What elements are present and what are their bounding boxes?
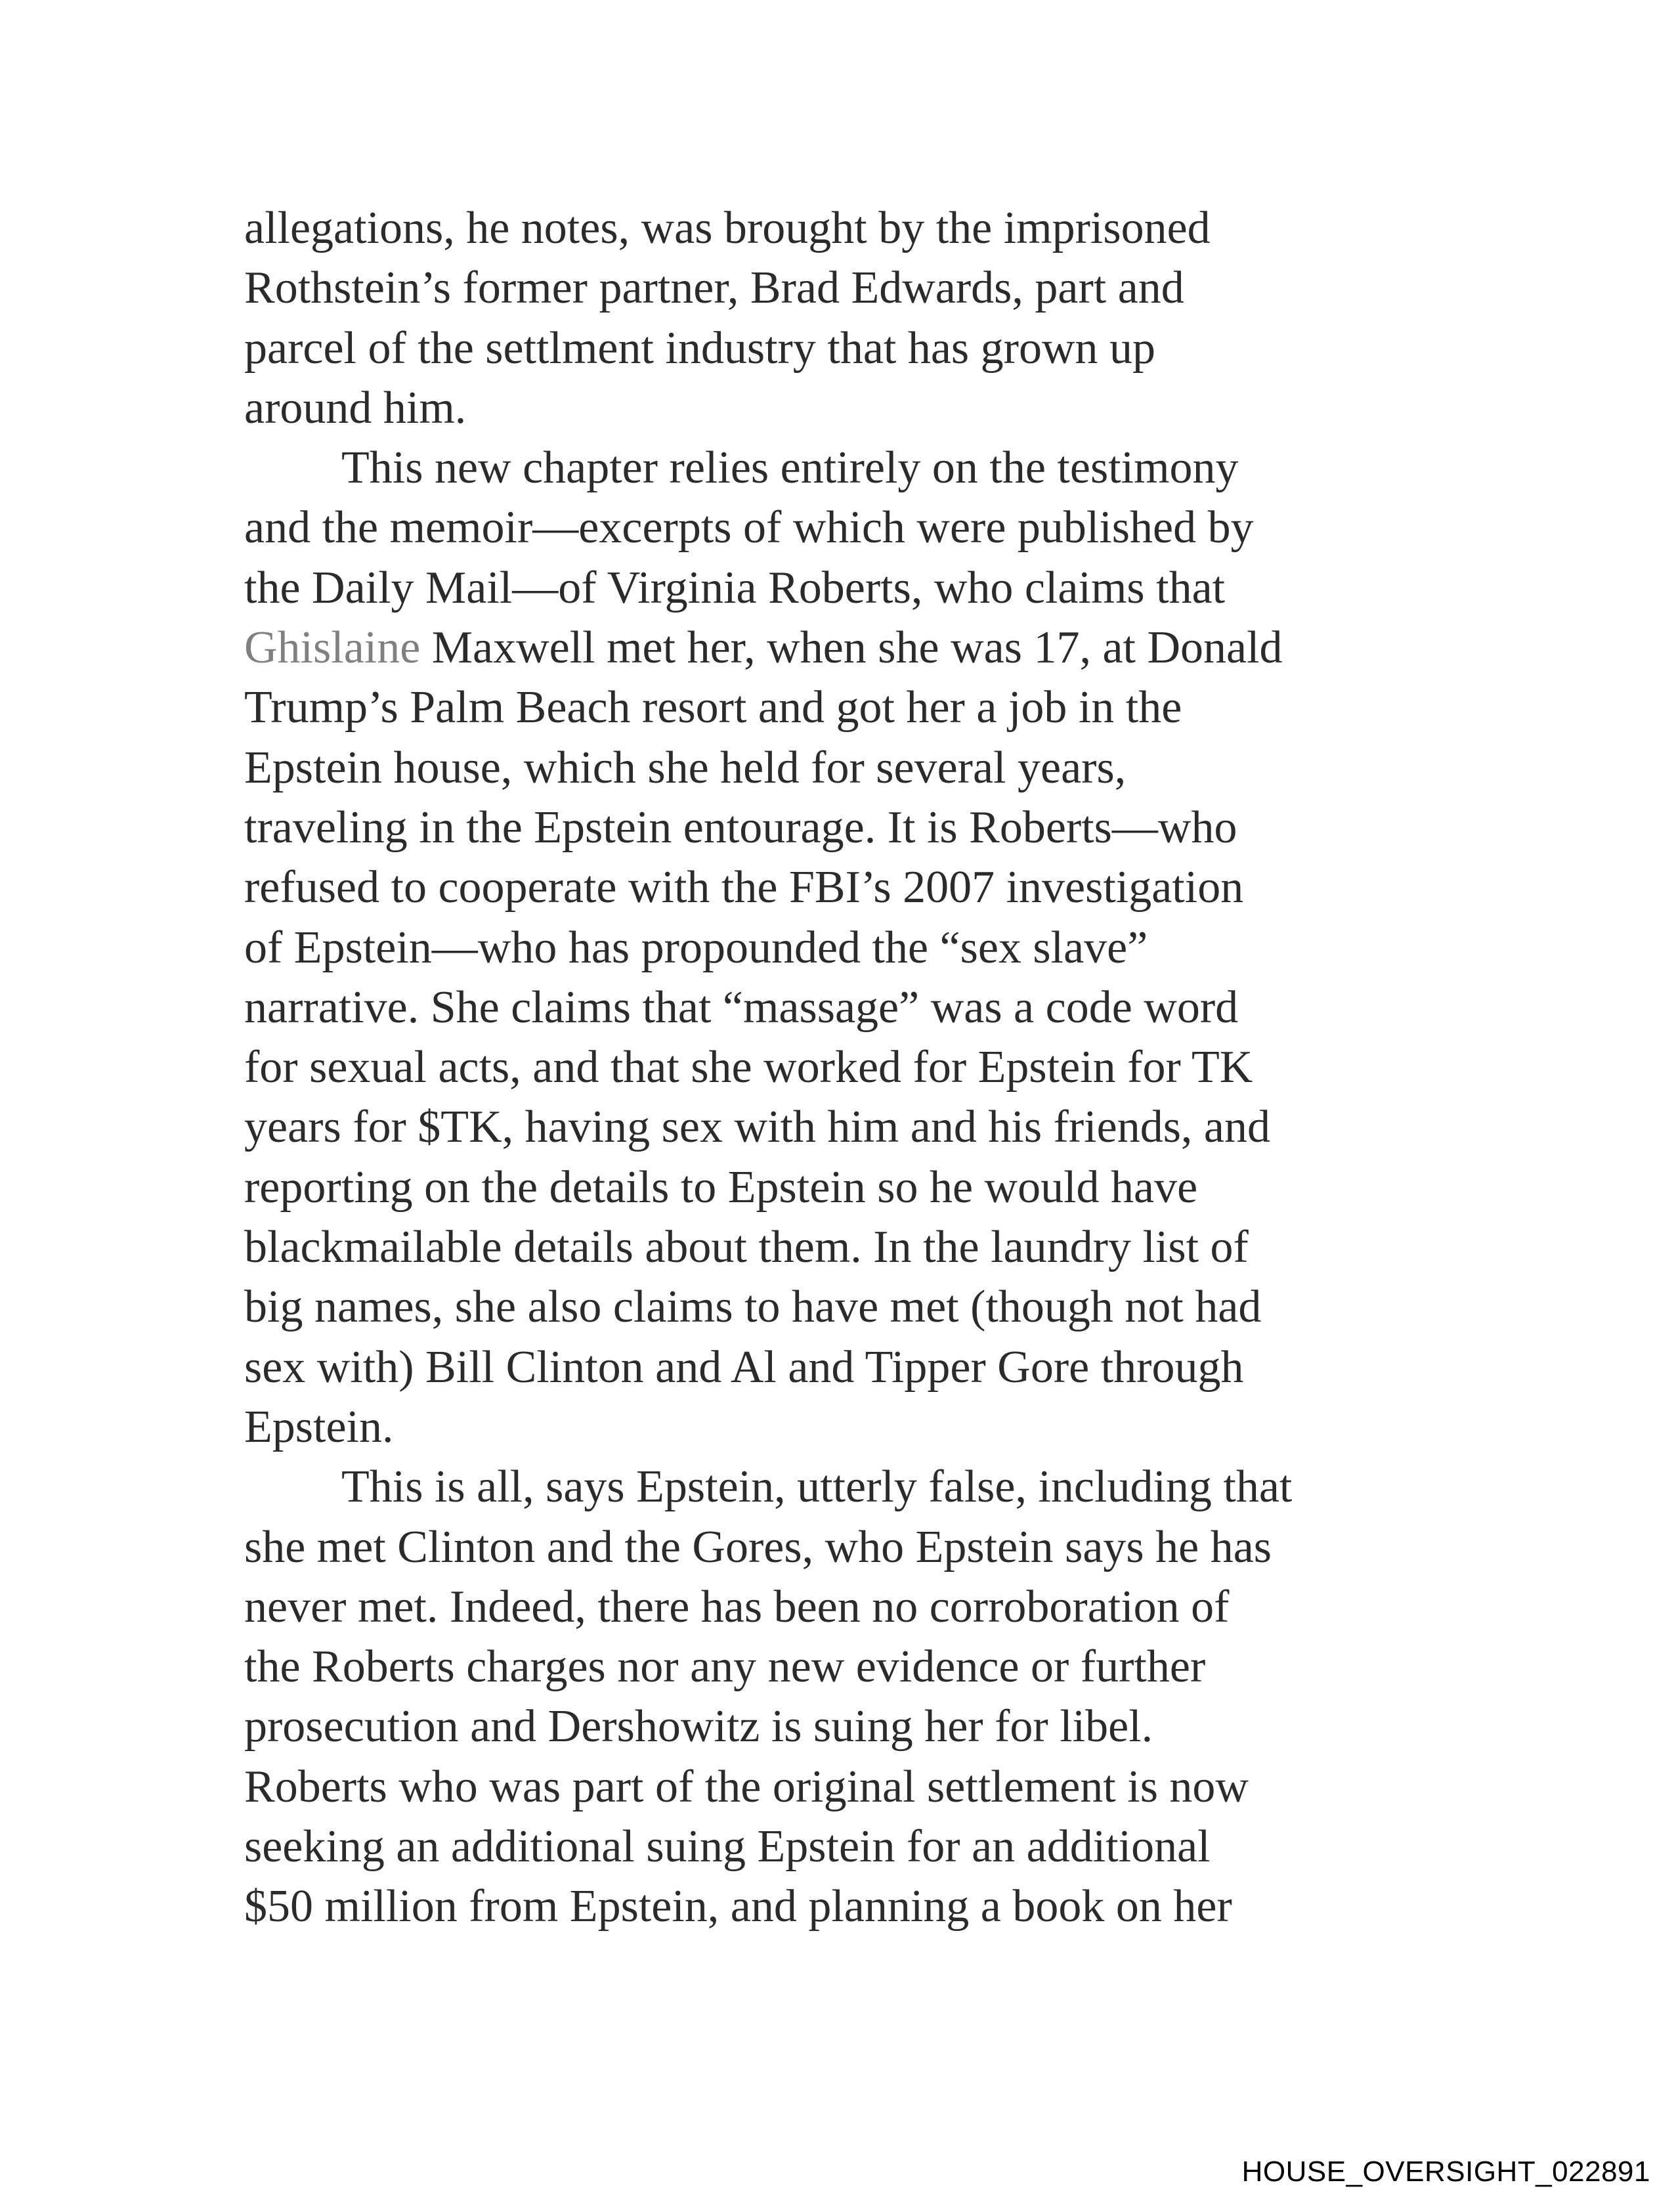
bates-number: HOUSE_OVERSIGHT_022891 bbox=[1241, 2156, 1650, 2188]
text-line: and the memoir—excerpts of which were published by bbox=[244, 502, 1254, 553]
text-line: traveling in the Epstein entourage. It is Roberts—who bbox=[244, 802, 1237, 853]
text-line: of Epstein—who has propounded the “sex slave” bbox=[244, 922, 1148, 973]
text-line: Trump’s Palm Beach resort and got her a job in the bbox=[244, 682, 1182, 733]
text-line: the Daily Mail—of Virginia Roberts, who claims that bbox=[244, 562, 1226, 613]
text-line: narrative. She claims that “massage” was a code word bbox=[244, 982, 1239, 1033]
text-line: sex with) Bill Clinton and Al and Tipper Gore through bbox=[244, 1341, 1244, 1393]
text-line: Epstein. bbox=[244, 1401, 394, 1452]
text-line: big names, she also claims to have met (though not had bbox=[244, 1282, 1262, 1333]
text-line: for sexual acts, and that she worked for Epstein for TK bbox=[244, 1042, 1253, 1093]
text-line: Rothstein’s former partner, Brad Edwards, part and bbox=[244, 263, 1184, 314]
paragraph-2 bbox=[244, 438, 1426, 1457]
text-line: This new chapter relies entirely on the testimony bbox=[341, 443, 1239, 494]
text-line: allegations, he notes, was brought by the imprisoned bbox=[244, 203, 1211, 253]
text-line: seeking an additional suing Epstein for an additional bbox=[244, 1821, 1211, 1873]
text-line: she met Clinton and the Gores, who Epstein says he has bbox=[244, 1521, 1272, 1572]
text-line: parcel of the settlment industry that has grown up bbox=[244, 322, 1156, 374]
text-line: around him. bbox=[244, 382, 467, 433]
text-line: Epstein house, which she held for several years, bbox=[244, 742, 1127, 793]
text-line: blackmailable details about them. In the laundry list of bbox=[244, 1222, 1249, 1273]
text-line: This is all, says Epstein, utterly false, including that bbox=[341, 1462, 1293, 1513]
text-line: prosecution and Dershowitz is suing her for libel. bbox=[244, 1701, 1153, 1752]
paragraph-1 bbox=[244, 198, 1426, 438]
text-line: years for $TK, having sex with him and his friends, and bbox=[244, 1102, 1271, 1153]
text-line bbox=[244, 618, 1426, 678]
text-line: the Roberts charges nor any new evidence or further bbox=[244, 1641, 1206, 1693]
text-line: $50 million from Epstein, and planning a book on her bbox=[244, 1881, 1232, 1932]
body-text bbox=[244, 198, 1426, 1937]
paragraph-3 bbox=[244, 1457, 1426, 1936]
text-line: never met. Indeed, there has been no corroboration of bbox=[244, 1581, 1230, 1632]
highlighted-name: Ghislaine bbox=[244, 622, 421, 674]
text-line-rest: Maxwell met her, when she was 17, at Donald bbox=[420, 622, 1283, 674]
text-line: refused to cooperate with the FBI’s 2007 investigation bbox=[244, 862, 1244, 913]
text-line: reporting on the details to Epstein so he would have bbox=[244, 1161, 1198, 1213]
text-line: Roberts who was part of the original settlement is now bbox=[244, 1761, 1249, 1812]
